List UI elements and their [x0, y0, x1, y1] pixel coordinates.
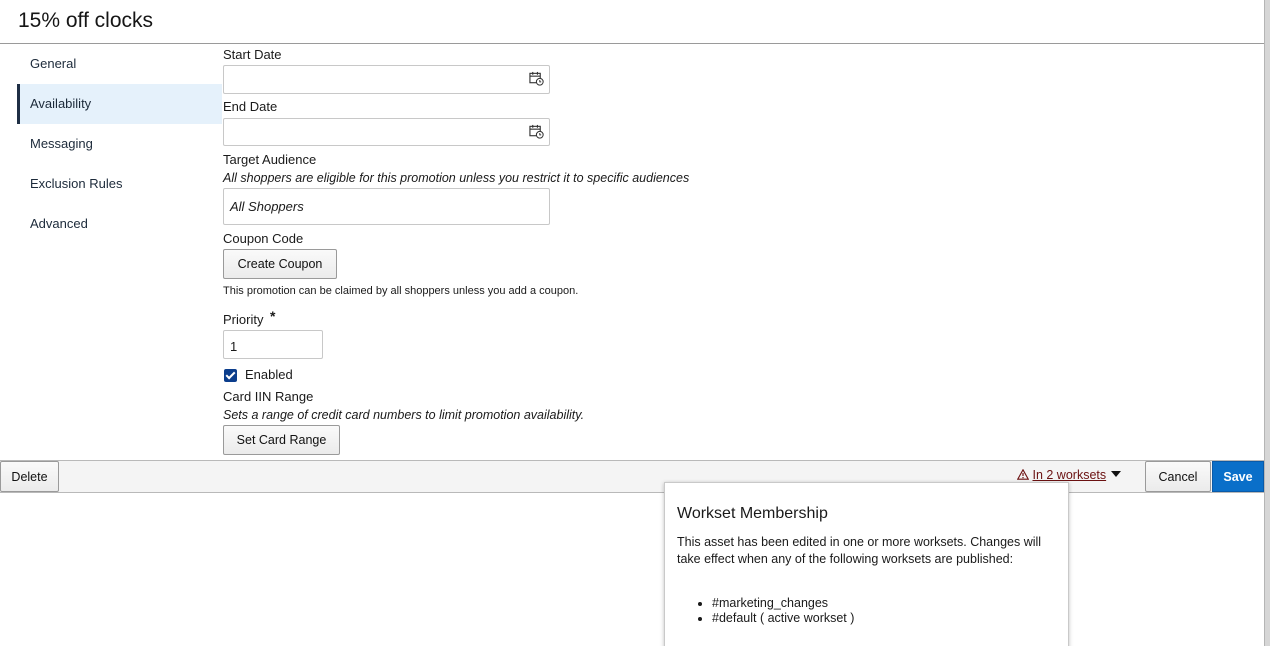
page-title: 15% off clocks — [18, 9, 154, 32]
set-card-range-button[interactable]: Set Card Range — [223, 425, 340, 455]
action-bar — [0, 460, 1264, 493]
worksets-dropdown[interactable] — [1017, 468, 1121, 482]
nav-item-messaging[interactable] — [0, 124, 222, 164]
calendar-icon[interactable] — [529, 124, 544, 139]
nav-item-advanced[interactable] — [0, 204, 222, 244]
target-audience-field[interactable] — [223, 188, 550, 225]
create-coupon-button[interactable]: Create Coupon — [223, 249, 337, 279]
workset-list — [712, 596, 854, 626]
target-audience-value: All Shoppers — [230, 199, 304, 214]
card-iin-label: Card IIN Range — [223, 389, 314, 404]
workset-membership-popover — [664, 482, 1069, 646]
title-bar — [0, 0, 1264, 44]
enabled-checkbox[interactable] — [224, 369, 237, 382]
nav-item-general[interactable] — [0, 44, 222, 84]
delete-button[interactable]: Delete — [0, 461, 59, 492]
target-audience-label: Target Audience — [223, 152, 317, 167]
start-date-field[interactable] — [223, 65, 550, 94]
popover-title: Workset Membership — [677, 505, 828, 522]
save-button[interactable]: Save — [1212, 461, 1264, 492]
target-audience-hint: All shoppers are eligible for this promotion unless you restrict it to specific audiences — [223, 171, 690, 185]
nav-item-exclusion-rules[interactable] — [0, 164, 222, 204]
enabled-label: Enabled — [245, 367, 293, 382]
cancel-button[interactable]: Cancel — [1145, 461, 1211, 492]
end-date-field[interactable] — [223, 118, 550, 146]
nav-item-label: Advanced — [30, 216, 88, 231]
worksets-link[interactable]: In 2 worksets — [1032, 468, 1107, 482]
priority-label: Priority — [223, 312, 264, 327]
nav-item-label: Exclusion Rules — [30, 176, 123, 191]
start-date-label: Start Date — [223, 47, 282, 62]
card-iin-hint: Sets a range of credit card numbers to limit promotion availability. — [223, 408, 585, 422]
warning-icon — [1017, 468, 1032, 482]
nav-item-label: Messaging — [30, 136, 93, 151]
chevron-down-icon — [1111, 471, 1121, 477]
calendar-icon[interactable] — [529, 71, 544, 86]
list-item: • #default ( active workset ) — [712, 611, 854, 626]
nav-item-label: General — [30, 56, 77, 71]
priority-value: 1 — [230, 339, 238, 354]
popover-body: This asset has been edited in one or more worksets. Changes will take effect when any of the following worksets are published: — [677, 535, 1042, 566]
priority-field[interactable] — [223, 330, 323, 359]
window-edge — [1264, 0, 1270, 646]
coupon-note: This promotion can be claimed by all shoppers unless you add a coupon. — [223, 285, 579, 297]
list-item: • #marketing_changes — [712, 596, 854, 611]
nav-item-label: Availability — [30, 96, 92, 111]
required-indicator: * — [270, 308, 276, 324]
end-date-label: End Date — [223, 99, 278, 114]
coupon-code-label: Coupon Code — [223, 231, 304, 246]
section-nav — [0, 44, 222, 244]
nav-item-availability[interactable] — [17, 84, 222, 124]
